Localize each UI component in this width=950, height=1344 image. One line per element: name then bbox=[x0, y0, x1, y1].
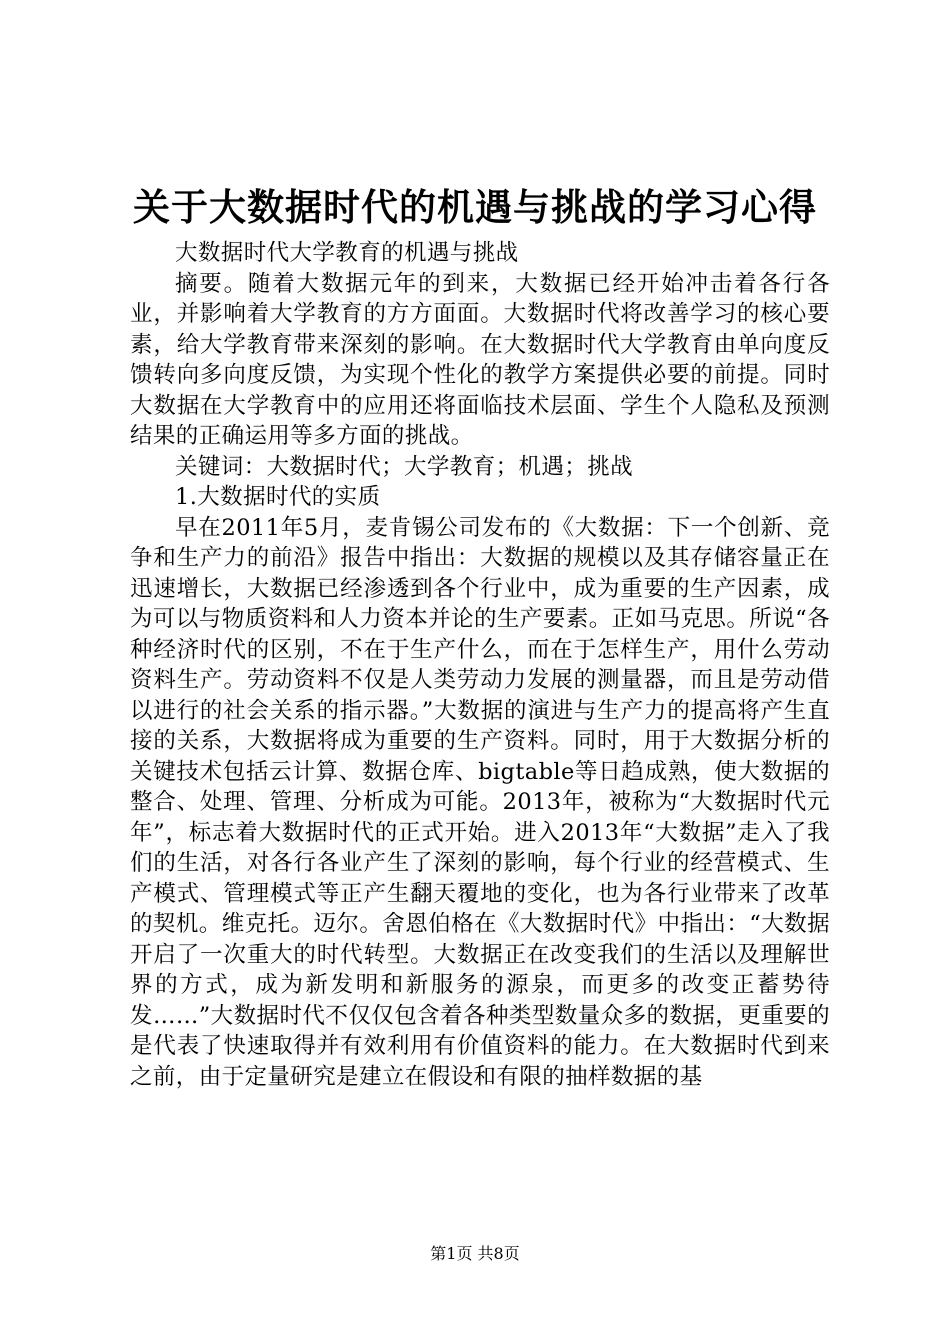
page-footer: 第1页 共8页 bbox=[430, 1244, 520, 1263]
document-title: 关于大数据时代的机遇与挑战的学习心得 bbox=[133, 186, 817, 229]
document-body bbox=[130, 238, 830, 1092]
section-heading: 1.大数据时代的实质 bbox=[175, 484, 381, 510]
keywords-paragraph: 关键词：大数据时代；大学教育；机遇；挑战 bbox=[175, 453, 634, 480]
subtitle-paragraph: 大数据时代大学教育的机遇与挑战 bbox=[175, 240, 519, 266]
abstract-paragraph: 摘要。随着大数据元年的到来，大数据已经开始冲击着各行各业，并影响着大学教育的方方面面。大数据时代将改善学习的核心要素，给大学教育带来深刻的影响。在大数据时代大学教育由单向度反馈转向多向度反馈，为实现个性化的教学方案提供必要的前提。同时大数据在大学教育中的应用还将面临技术层面、学生个人隐私及预测结果的正确运用等多方面的挑战。 bbox=[130, 270, 830, 449]
body-paragraph: 早在2011年5月，麦肯锡公司发布的《大数据：下一个创新、竞争和生产力的前沿》报告中指出：大数据的规模以及其存储容量正在迅速增长，大数据已经渗透到各个行业中，成为重要的生产因素，成为可以与物质资料和人力资本并论的生产要素。正如马克思。所说“各种经济时代的区别，不在于生产什么，而在于怎样生产，用什么劳动资料生产。劳动资料不仅是人类劳动力发展的测量器，而且是劳动借以进行的社会关系的指示器。”大数据的演进与生产力的提高将产生直接的关系，大数据将成为重要的生产资料。同时，用于大数据分析的关键技术包括云计算、数据仓库、bigtable等日趋成熟，使大数据的整合、处理、管理、分析成为可能。2013年，被称为“大数据时代元年”，标志着大数据时代的正式开始。进入2013年“大数据”走入了我们的生活，对各行各业产生了深刻的影响，每个行业的经营模式、生产模式、管理模式等正产生翻天覆地的变化，也为各行业带来了改革的契机。维克托。迈尔。舍恩伯格在《大数据时代》中指出：“大数据开启了一次重大的时代转型。大数据正在改变我们的生活以及理解世界的方式，成为新发明和新服务的源泉，而更多的改变正蓄势待发……”大数据时代不仅仅包含着各种类型数量众多的数据，更重要的是代表了快速取得并有效利用有价值资料的能力。在大数据时代到来之前，由于定量研究是建立在假设和有限的抽样数据的基 bbox=[130, 514, 830, 1090]
